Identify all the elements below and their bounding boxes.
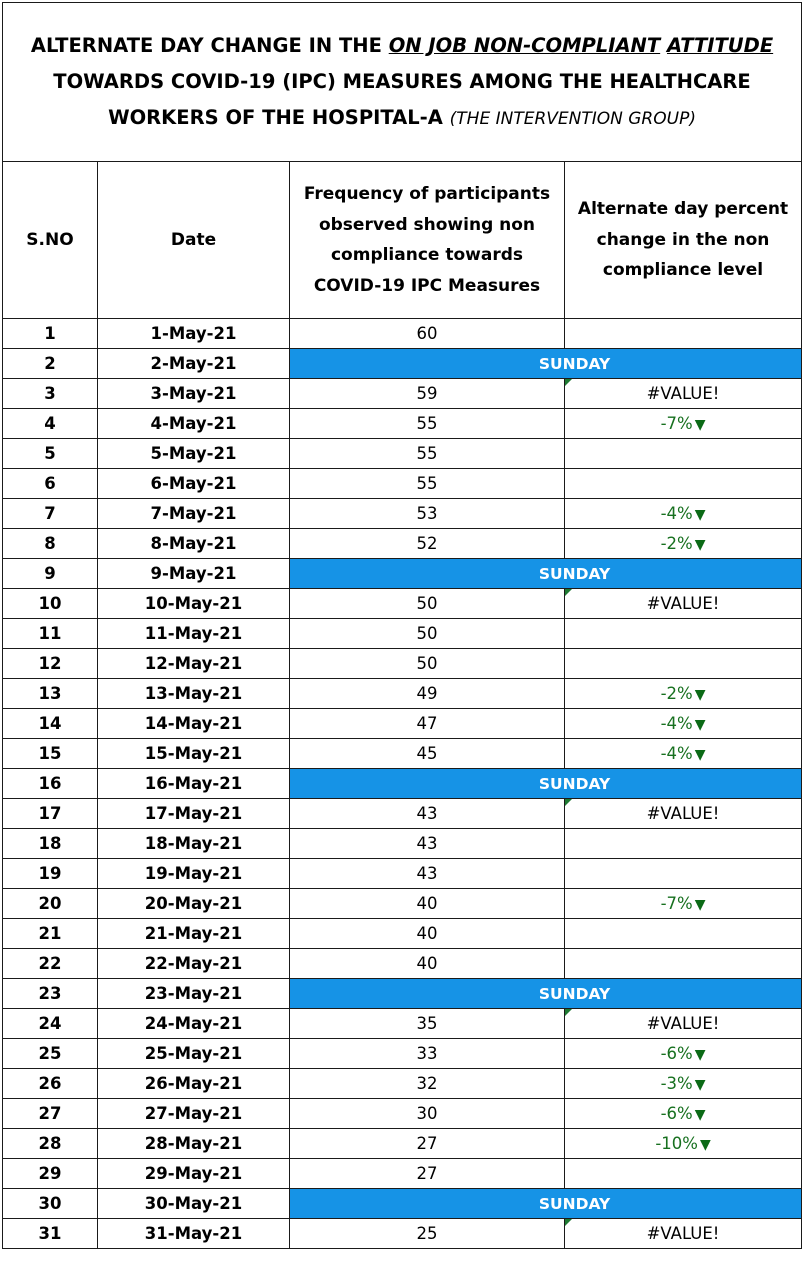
cell-sno: 24 [3,1009,98,1039]
cell-change [565,889,802,919]
cell-change-error [565,799,802,829]
cell-date: 29-May-21 [98,1159,290,1189]
cell-date: 24-May-21 [98,1009,290,1039]
change-value: -4% [660,714,693,733]
table-row [3,949,802,979]
cell-frequency: 52 [290,529,565,559]
header-frequency: Frequency of participants observed showing non compliance towards COVID-19 IPC Measures [290,162,565,319]
table-row [3,919,802,949]
header-sno: S.NO [3,162,98,319]
cell-frequency: 55 [290,439,565,469]
cell-date: 22-May-21 [98,949,290,979]
sunday-label: SUNDAY [290,769,802,799]
cell-change [565,409,802,439]
cell-date: 13-May-21 [98,679,290,709]
cell-change [565,1099,802,1129]
change-value: #VALUE! [646,384,720,403]
table-row [3,1099,802,1129]
error-flag-icon [565,799,572,806]
cell-frequency: 35 [290,1009,565,1039]
cell-date: 11-May-21 [98,619,290,649]
table-row [3,1189,802,1219]
table-row [3,1159,802,1189]
cell-frequency: 27 [290,1129,565,1159]
table-row [3,799,802,829]
cell-change-empty [565,949,802,979]
cell-sno: 21 [3,919,98,949]
cell-change-empty [565,919,802,949]
cell-date: 6-May-21 [98,469,290,499]
cell-change-error [565,379,802,409]
table-title [3,3,802,162]
change-value: -2% [660,534,693,553]
cell-sno: 11 [3,619,98,649]
table-row [3,349,802,379]
cell-frequency: 27 [290,1159,565,1189]
down-arrow-icon: ▼ [694,1047,706,1063]
cell-change-empty [565,439,802,469]
table-row [3,709,802,739]
cell-sno: 26 [3,1069,98,1099]
cell-frequency: 32 [290,1069,565,1099]
cell-change [565,1039,802,1069]
cell-sno: 1 [3,319,98,349]
cell-sno: 20 [3,889,98,919]
cell-change-error [565,1009,802,1039]
cell-frequency: 40 [290,889,565,919]
sunday-label: SUNDAY [290,979,802,1009]
cell-frequency: 47 [290,709,565,739]
table-row [3,379,802,409]
cell-date: 8-May-21 [98,529,290,559]
cell-sno: 7 [3,499,98,529]
change-value: #VALUE! [646,594,720,613]
cell-date: 3-May-21 [98,379,290,409]
cell-sno: 3 [3,379,98,409]
cell-date: 19-May-21 [98,859,290,889]
table-row [3,439,802,469]
table-row [3,499,802,529]
cell-date: 14-May-21 [98,709,290,739]
down-arrow-icon: ▼ [694,1107,706,1123]
table-row [3,739,802,769]
cell-change [565,529,802,559]
cell-frequency: 43 [290,829,565,859]
change-value: #VALUE! [646,804,720,823]
table-row [3,769,802,799]
cell-frequency: 43 [290,859,565,889]
cell-date: 20-May-21 [98,889,290,919]
cell-frequency: 25 [290,1219,565,1249]
title-row [3,3,802,162]
title-rest: TOWARDS COVID-19 (IPC) MEASURES AMONG THE HEALTHCARE WORKERS OF THE HOSPITAL-A [53,69,751,129]
sunday-label: SUNDAY [290,1189,802,1219]
title-underlined-2: ATTITUDE [666,33,774,57]
table-row [3,409,802,439]
cell-date: 31-May-21 [98,1219,290,1249]
cell-date: 2-May-21 [98,349,290,379]
down-arrow-icon: ▼ [694,687,706,703]
cell-sno: 15 [3,739,98,769]
table-row [3,589,802,619]
down-arrow-icon: ▼ [694,717,706,733]
cell-change-error [565,589,802,619]
cell-sno: 30 [3,1189,98,1219]
cell-change [565,679,802,709]
down-arrow-icon: ▼ [694,537,706,553]
cell-frequency: 53 [290,499,565,529]
down-arrow-icon: ▼ [694,897,706,913]
cell-frequency: 43 [290,799,565,829]
sunday-label: SUNDAY [290,559,802,589]
cell-frequency: 50 [290,589,565,619]
cell-sno: 18 [3,829,98,859]
error-flag-icon [565,1219,572,1226]
cell-date: 18-May-21 [98,829,290,859]
cell-date: 15-May-21 [98,739,290,769]
title-underlined-1: ON JOB NON-COMPLIANT [388,33,661,57]
cell-sno: 10 [3,589,98,619]
down-arrow-icon: ▼ [694,747,706,763]
cell-change-empty [565,469,802,499]
cell-change-error [565,1219,802,1249]
cell-frequency: 50 [290,619,565,649]
cell-sno: 22 [3,949,98,979]
cell-date: 9-May-21 [98,559,290,589]
header-row [3,162,802,319]
data-table [2,2,802,1249]
table-row [3,469,802,499]
cell-frequency: 59 [290,379,565,409]
cell-date: 12-May-21 [98,649,290,679]
cell-date: 21-May-21 [98,919,290,949]
cell-sno: 4 [3,409,98,439]
title-group-note: (THE INTERVENTION GROUP) [449,108,696,129]
table-row [3,859,802,889]
down-arrow-icon: ▼ [699,1137,711,1153]
cell-date: 28-May-21 [98,1129,290,1159]
cell-frequency: 55 [290,469,565,499]
cell-change [565,1129,802,1159]
cell-date: 1-May-21 [98,319,290,349]
table-row [3,1009,802,1039]
table-row [3,829,802,859]
cell-change-empty [565,319,802,349]
cell-change-empty [565,829,802,859]
cell-frequency: 40 [290,949,565,979]
cell-sno: 8 [3,529,98,559]
table-row [3,1219,802,1249]
cell-sno: 27 [3,1099,98,1129]
table-row [3,529,802,559]
down-arrow-icon: ▼ [694,507,706,523]
error-flag-icon [565,379,572,386]
title-prefix: ALTERNATE DAY CHANGE IN THE [30,33,389,57]
table-row [3,889,802,919]
cell-sno: 23 [3,979,98,1009]
cell-sno: 14 [3,709,98,739]
down-arrow-icon: ▼ [694,1077,706,1093]
table-row [3,979,802,1009]
cell-date: 10-May-21 [98,589,290,619]
change-value: -3% [660,1074,693,1093]
cell-change [565,499,802,529]
cell-change [565,1069,802,1099]
cell-date: 26-May-21 [98,1069,290,1099]
cell-sno: 29 [3,1159,98,1189]
change-value: -4% [660,504,693,523]
cell-date: 27-May-21 [98,1099,290,1129]
cell-change [565,739,802,769]
table-row [3,679,802,709]
header-change: Alternate day percent change in the non compliance level [565,162,802,319]
change-value: -4% [660,744,693,763]
cell-sno: 6 [3,469,98,499]
cell-sno: 19 [3,859,98,889]
change-value: -2% [660,684,693,703]
table-row [3,1069,802,1099]
cell-sno: 9 [3,559,98,589]
cell-change-empty [565,619,802,649]
sunday-label: SUNDAY [290,349,802,379]
cell-change [565,709,802,739]
cell-date: 23-May-21 [98,979,290,1009]
cell-sno: 13 [3,679,98,709]
cell-sno: 2 [3,349,98,379]
cell-sno: 16 [3,769,98,799]
error-flag-icon [565,1009,572,1016]
cell-sno: 12 [3,649,98,679]
table-row [3,559,802,589]
table-row [3,319,802,349]
cell-frequency: 50 [290,649,565,679]
cell-date: 30-May-21 [98,1189,290,1219]
cell-change-empty [565,649,802,679]
cell-date: 7-May-21 [98,499,290,529]
table-row [3,649,802,679]
cell-date: 16-May-21 [98,769,290,799]
table-row [3,1039,802,1069]
change-value: -7% [660,414,693,433]
cell-sno: 25 [3,1039,98,1069]
cell-date: 4-May-21 [98,409,290,439]
change-value: -10% [655,1134,698,1153]
cell-frequency: 40 [290,919,565,949]
table-row [3,619,802,649]
cell-change-empty [565,859,802,889]
cell-date: 25-May-21 [98,1039,290,1069]
cell-date: 17-May-21 [98,799,290,829]
header-date: Date [98,162,290,319]
error-flag-icon [565,589,572,596]
cell-sno: 28 [3,1129,98,1159]
cell-frequency: 60 [290,319,565,349]
cell-sno: 31 [3,1219,98,1249]
cell-frequency: 30 [290,1099,565,1129]
change-value: -6% [660,1104,693,1123]
cell-sno: 5 [3,439,98,469]
change-value: -7% [660,894,693,913]
cell-frequency: 33 [290,1039,565,1069]
cell-change-empty [565,1159,802,1189]
change-value: -6% [660,1044,693,1063]
table-row [3,1129,802,1159]
cell-frequency: 45 [290,739,565,769]
change-value: #VALUE! [646,1224,720,1243]
change-value: #VALUE! [646,1014,720,1033]
down-arrow-icon: ▼ [694,417,706,433]
cell-date: 5-May-21 [98,439,290,469]
cell-sno: 17 [3,799,98,829]
cell-frequency: 55 [290,409,565,439]
cell-frequency: 49 [290,679,565,709]
